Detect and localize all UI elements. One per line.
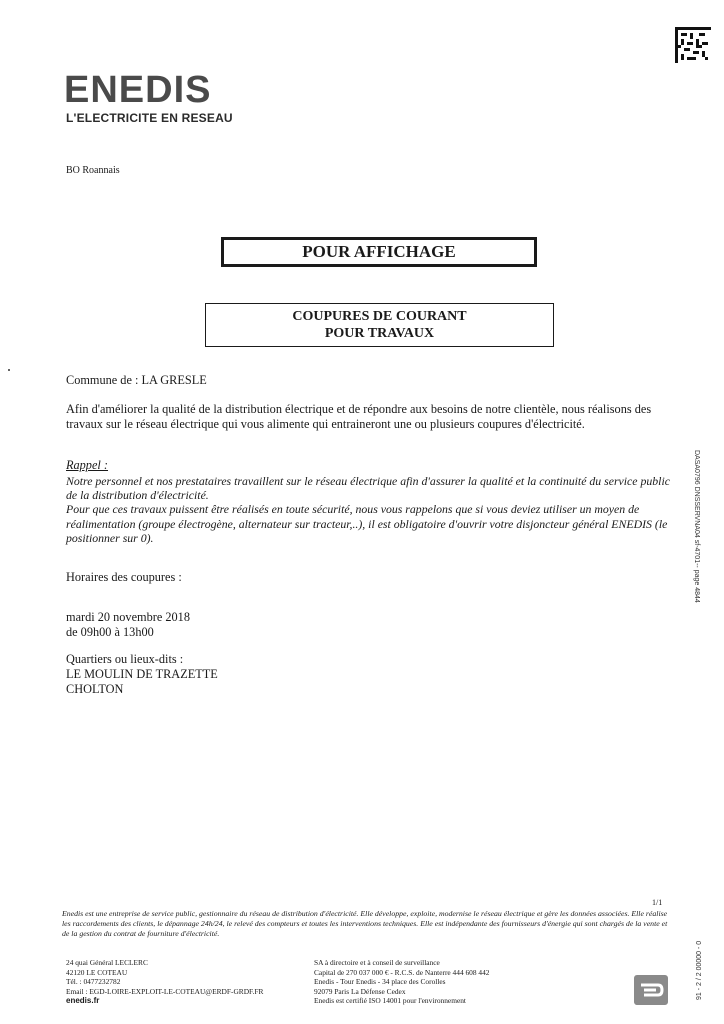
title-line-1: COUPURES DE COURANT: [292, 309, 467, 324]
place-item: LE MOULIN DE TRAZETTE: [66, 667, 218, 681]
schedule-label: Horaires des coupures :: [66, 570, 182, 584]
rappel-title: Rappel :: [66, 458, 109, 472]
address-block: [66, 958, 263, 1006]
place-item: CHOLTON: [66, 682, 124, 696]
enedis-logo: ENEDIS: [64, 69, 212, 111]
website-link[interactable]: enedis.fr: [66, 996, 100, 1006]
display-notice-label: POUR AFFICHAGE: [302, 242, 456, 261]
address-line: 24 quai Général LECLERC: [66, 958, 148, 967]
schedule-date: mardi 20 novembre 2018: [66, 610, 190, 624]
page-number: 1/1: [652, 898, 663, 907]
legal-block: [314, 958, 490, 1006]
scan-dot: [8, 369, 10, 371]
schedule-hours: de 09h00 à 13h00: [66, 625, 154, 639]
side-reference: DASA0796 DNSSERVNA04 sf-4701-- page 4844: [693, 450, 700, 603]
commune-line: Commune de : LA GRESLE: [66, 373, 207, 387]
office-name: BO Roannais: [66, 165, 120, 176]
legal-line: Enedis est certifié ISO 14001 pour l'environnement: [314, 996, 466, 1006]
places-label: Quartiers ou lieux-dits :: [66, 652, 184, 666]
legal-line: Capital de 270 037 000 € - R.C.S. de Nanterre 444 608 442: [314, 967, 490, 977]
rappel-block: [66, 474, 676, 545]
legal-line: 92079 Paris La Défense Cedex: [314, 986, 406, 996]
rappel-paragraph-2: Pour que ces travaux puissent être réalisés en toute sécurité, nous vous rappelons que si vous deviez utiliser un moyen de réalimentation (groupe électrogène, alternateur sur tracteur,..), il est obligatoire d'ouvrir votre disjoncteur général ENEDIS (le positionner sur 0).: [66, 502, 668, 545]
display-notice-box: [221, 237, 537, 267]
title-line-2: POUR TRAVAUX: [324, 326, 435, 341]
email-line: Email : EGD-LOIRE-EXPLOIT-LE-COTEAU@ERDF-GRDF.FR: [66, 986, 264, 996]
qr-code: [675, 27, 711, 63]
side-code: 91 - 2 / 2 00000 - 0: [696, 940, 703, 1000]
intro-paragraph: Afin d'améliorer la qualité de la distribution électrique et de répondre aux besoins de notre clientèle, nous réalisons des travaux sur le réseau électrique qui vous alimente qui entraineront une ou plusieurs coupures d'électricité.: [66, 402, 652, 431]
title-box: [205, 303, 554, 347]
logo-tagline: L'ELECTRICITE EN RESEAU: [66, 111, 233, 125]
legal-line: Enedis - Tour Enedis - 34 place des Corolles: [314, 977, 446, 987]
footer-note: Enedis est une entreprise de service public, gestionnaire du réseau de distribution d'électricité. Elle développe, exploite, modernise le réseau électrique et gère les données associées. Elle réalise les raccordements des clients, le dépannage 24h/24, le relevé des compteurs et toutes les interventions techniques. Elle est indépendante des fournisseurs d'énergie qui sont chargés de la vente et de la gestion du contrat de fourniture d'électricité.: [62, 909, 668, 938]
address-line: 42120 LE COTEAU: [66, 967, 128, 977]
enedis-mark-icon: [634, 975, 668, 1005]
phone-line: Tél. : 0477232782: [66, 977, 121, 987]
rappel-paragraph-1: Notre personnel et nos prestataires travaillent sur le réseau électrique afin d'assurer la qualité et la continuité du service public de la distribution d'électricité.: [66, 474, 670, 503]
legal-line: SA à directoire et à conseil de surveillance: [314, 958, 440, 967]
